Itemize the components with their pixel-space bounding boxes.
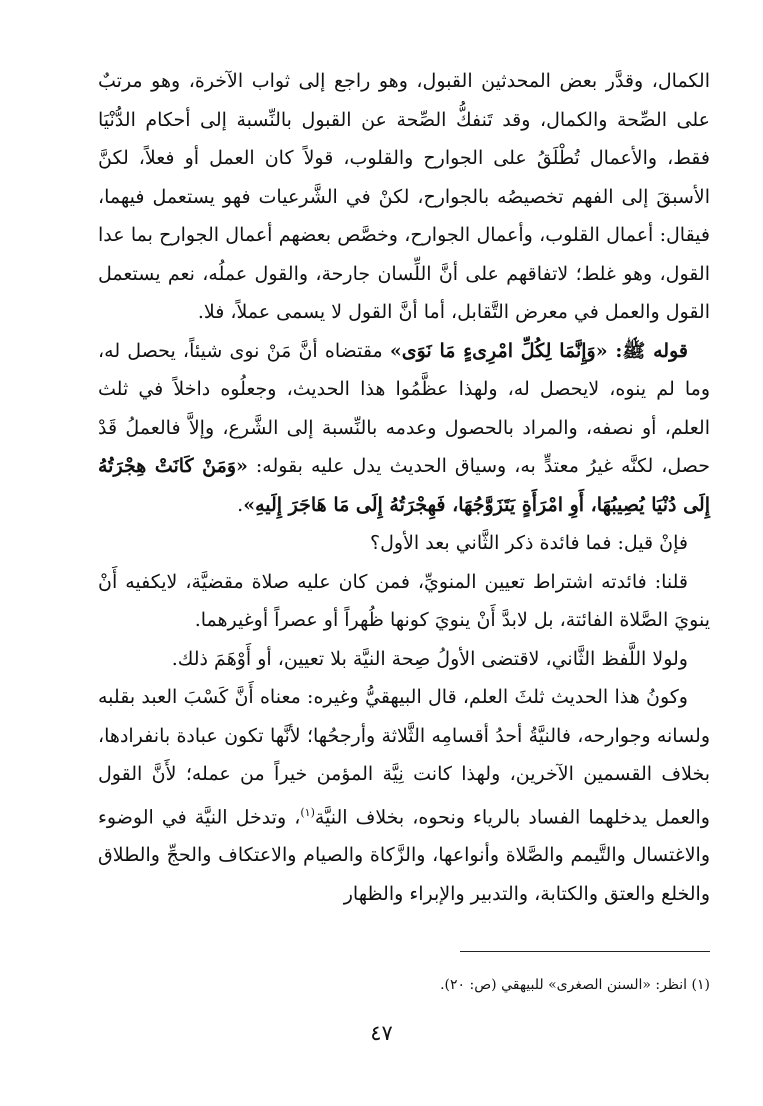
footnote-separator: [460, 951, 710, 952]
page-body: [98, 62, 710, 913]
footnote: [98, 974, 710, 996]
paragraph-6: [98, 678, 710, 913]
footnote-marker: (١): [691, 977, 710, 993]
hadith-quote-2: «وَمَنْ كَانَتْ هِجْرَتُهُ إِلَى دُنْيَا يُصِيبُهَا، أَوِ امْرَأَةٍ يَتَزَوَّجُهَا، فَهِجْرَتُهُ إِلَى مَا هَاجَرَ إِلَيهِ»: [98, 455, 710, 516]
paragraph-5-text: ولولا اللَّفظ الثَّاني، لاقتضى الأولُ صِحة النيَّة بلا تعيين، أو أَوْهَمَ ذلك.: [171, 647, 688, 670]
footnote-reference: (١): [300, 805, 315, 819]
paragraph-6-tail: ، وتدخل النيَّة في الوضوء والاغتسال والتَّيمم والصَّلاة وأنواعها، والزَّكاة والصيام والاعتكاف والحجِّ والطلاق والخلع والعتق والكتابة، والتدبير والإبراء والظهار: [98, 805, 710, 905]
paragraph-3-text: فإنْ قيل: فما فائدة ذكر الثَّاني بعد الأول؟: [370, 532, 688, 554]
page-number: ٤٧: [370, 1021, 393, 1045]
paragraph-5: [98, 640, 710, 679]
paragraph-2-text: مقتضاه أنَّ مَنْ نوى شيئاً، يحصل له، وما لم ينوه، لايحصل له، ولهذا عظَّمُوا هذا الحديث، وجعلُوه داخلاً في ثلث العلم، أو نصفه، والمراد بالحصول وعدمه بالنِّسبة إلى الشَّرع، وإلاَّ فالعملُ قَدْ حصل، لكنَّه غيرُ معتدٍّ به، وسياق الحديث يدل عليه بقوله:: [98, 339, 710, 477]
paragraph-3: [98, 524, 710, 563]
paragraph-6-text: وكونُ هذا الحديث ثلثَ العلم، قال البيهقيُّ وغيره: معناه أَنَّ كَسْبَ العبد بقلبه ولسانه وجوارحه، فالنيَّةُ أحدُ أقسامِه الثَّلاثة وأرجحُها؛ لأنَّها تكون عبادة بانفرادها، بخلاف القسمين الآخرين، ولهذا كانت نِيَّة المؤمن خيراً من عمله؛ لأَنَّ القول والعمل يدخلهما الفساد بالرياء ونحوه، بخلاف النيَّة: [98, 686, 710, 828]
paragraph-4-text: قلنا: فائدته اشتراط تعيين المنويِّ، فمن كان عليه صلاة مقضيَّة، لايكفيه أَنْ ينويَ الصَّلاة الفائتة، بل لابدَّ أَنْ ينويَ كونها ظُهراً أو عصراً أوغيرهما.: [98, 570, 710, 631]
paragraph-2-tail: .: [237, 493, 244, 516]
paragraph-1: [98, 62, 710, 332]
paragraph-1-text: الكمال، وقدَّر بعض المحدثين القبول، وهو راجع إلى ثواب الآخرة، وهو مرتبٌ على الصِّحة والكمال، وقد تَنفكُّ الصِّحة عن القبول بالنِّسبة إلى أحكام الدُّنْيَا فقط، والأعمال تُطْلَقُ على الجوارح والقلوب، قولاً كان العمل أو فعلاً، لكنَّ الأسبقَ إلى الفهم تخصيصُه بالجوارح، لكنْ في الشَّرعيات فهو يستعمل فيهما، فيقال: أعمال القلوب، وأعمال الجوارح، وخصَّص بعضهم أعمال الجوارح بما عدا القول، وهو غلط؛ لاتفاقهم على أنَّ اللِّسان جارحة، والقول عملُه، نعم يستعمل القول والعمل في معرض التَّقابل، أما أنَّ القول لا يسمى عملاً، فلا.: [98, 70, 710, 323]
hadith-quote-1: قوله ﷺ: «وَإِنَّمَا لِكُلِّ امْرِىءٍ مَا نَوَى»: [389, 339, 688, 362]
paragraph-4: [98, 563, 710, 640]
footnote-text: انظر: «السنن الصغرى» للبيهقي (ص: ٢٠).: [440, 977, 688, 993]
paragraph-2: [98, 332, 710, 525]
